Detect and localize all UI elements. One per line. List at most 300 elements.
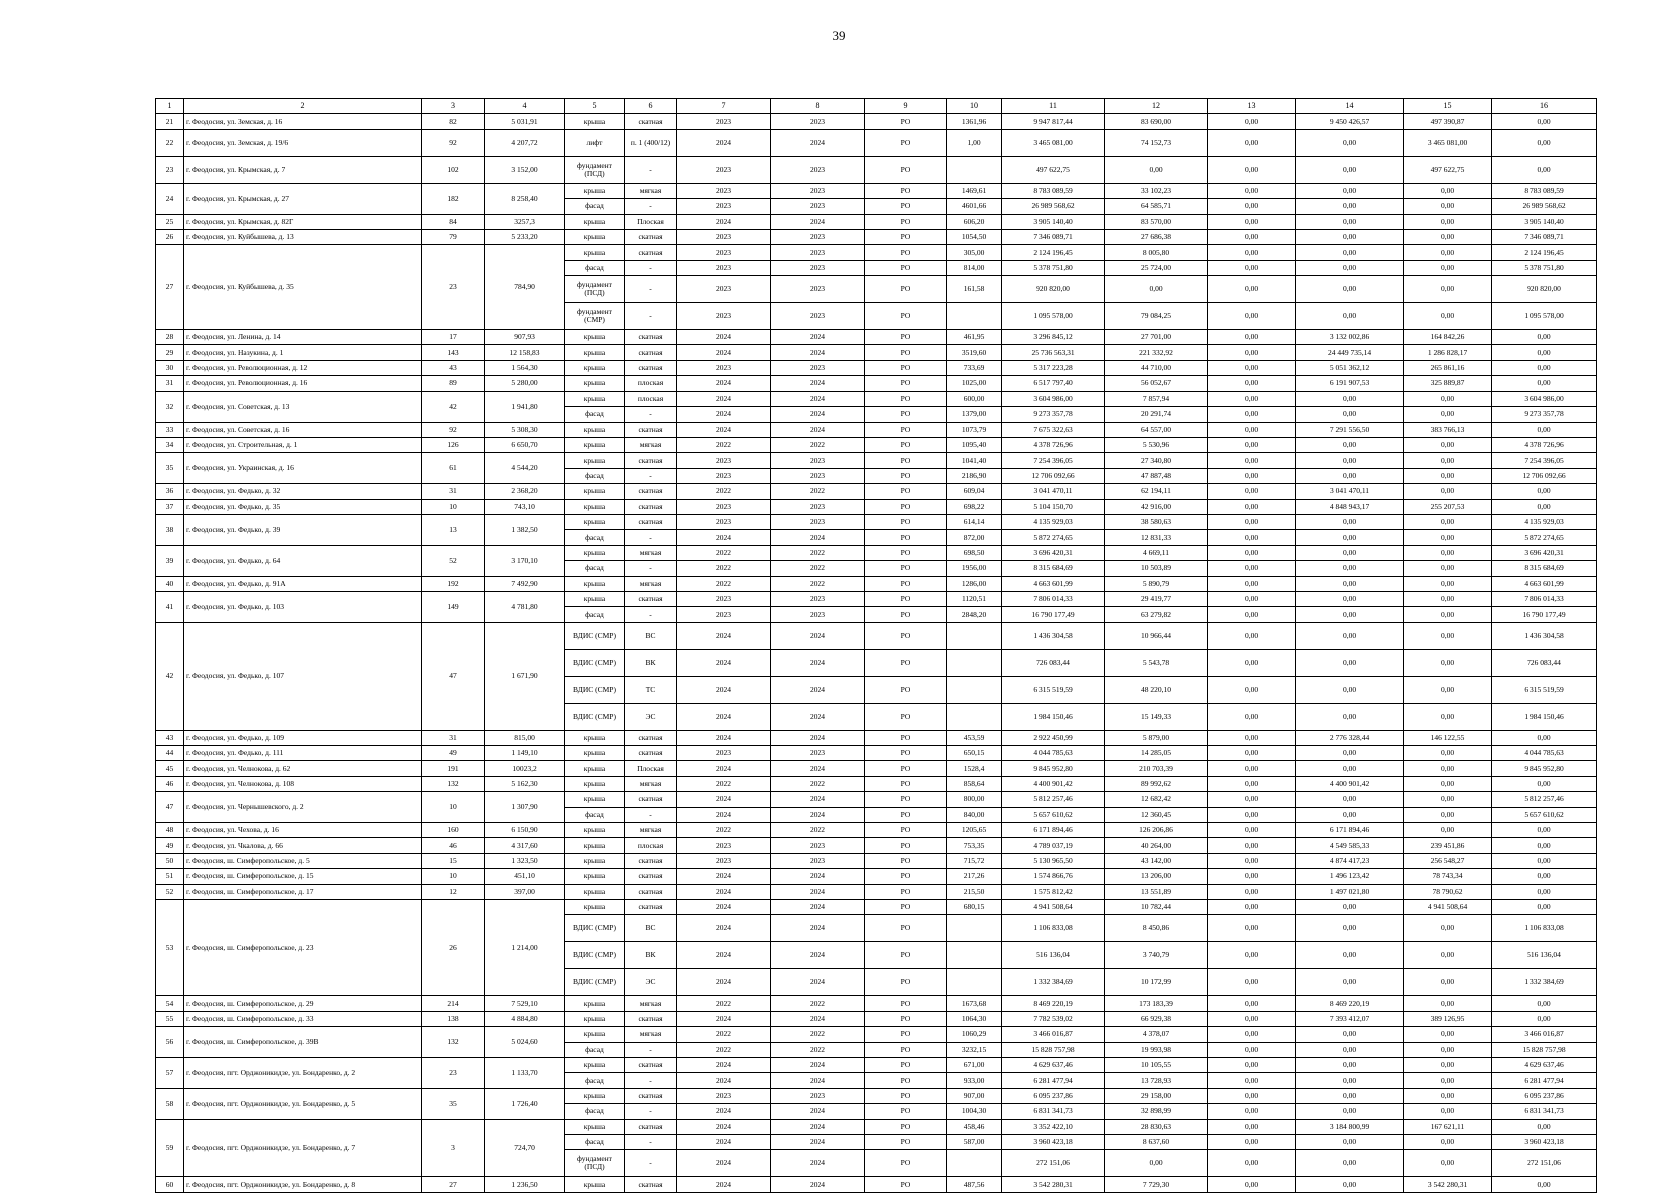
- fund-cell: 0,00: [1208, 1027, 1296, 1042]
- type-cell: скатная: [625, 730, 677, 745]
- fund-cell: 0,00: [1208, 730, 1296, 745]
- type-cell: скатная: [625, 1088, 677, 1103]
- total-cost-cell: 5 657 610,62: [1002, 807, 1105, 822]
- group-number: 22: [156, 129, 184, 156]
- budget-cell: 389 126,95: [1404, 1011, 1492, 1026]
- area-cell: 5 031,91: [485, 114, 565, 129]
- residents-cell: 43: [422, 360, 485, 375]
- budget-cell: 0,00: [1404, 1027, 1492, 1042]
- type-cell: скатная: [625, 853, 677, 868]
- volume-cell: 1286,00: [947, 576, 1002, 591]
- year-end-cell: 2024: [771, 884, 865, 899]
- owners-cell: 0,00: [1296, 156, 1404, 183]
- residents-cell: 149: [422, 591, 485, 622]
- total-cost-cell: 9 273 357,78: [1002, 407, 1105, 422]
- residents-cell: 31: [422, 730, 485, 745]
- owners-cell: 0,00: [1296, 807, 1404, 822]
- specific-cost-cell: 7 729,30: [1105, 1177, 1208, 1192]
- residents-cell: 23: [422, 245, 485, 330]
- source-cell: РО: [865, 156, 947, 183]
- volume-cell: 2186,90: [947, 468, 1002, 483]
- column-number-header: 15: [1404, 99, 1492, 114]
- year-start-cell: 2024: [677, 1104, 771, 1119]
- address-cell: г. Феодосия, ул. Крымская, д. 82Г: [184, 214, 422, 229]
- ro-fund-cell: 7 806 014,33: [1492, 591, 1597, 606]
- year-start-cell: 2024: [677, 807, 771, 822]
- total-cost-cell: 3 465 081,00: [1002, 129, 1105, 156]
- budget-cell: 146 122,55: [1404, 730, 1492, 745]
- column-number-header: 13: [1208, 99, 1296, 114]
- volume-cell: 1205,65: [947, 823, 1002, 838]
- budget-cell: 0,00: [1404, 453, 1492, 468]
- owners-cell: 0,00: [1296, 622, 1404, 649]
- source-cell: РО: [865, 1057, 947, 1072]
- year-end-cell: 2024: [771, 1150, 865, 1177]
- ro-fund-cell: 272 151,06: [1492, 1150, 1597, 1177]
- specific-cost-cell: 10 105,55: [1105, 1057, 1208, 1072]
- address-cell: г. Феодосия, пгт. Орджоникидзе, ул. Бондаренко, д. 5: [184, 1088, 422, 1119]
- type-cell: скатная: [625, 422, 677, 437]
- total-cost-cell: 3 542 280,31: [1002, 1177, 1105, 1192]
- specific-cost-cell: 12 360,45: [1105, 807, 1208, 822]
- element-cell: крыша: [565, 391, 625, 406]
- area-cell: 1 149,10: [485, 746, 565, 761]
- type-cell: скатная: [625, 453, 677, 468]
- total-cost-cell: 26 989 568,62: [1002, 199, 1105, 214]
- volume-cell: 671,00: [947, 1057, 1002, 1072]
- year-start-cell: 2024: [677, 730, 771, 745]
- residents-cell: 42: [422, 391, 485, 422]
- year-start-cell: 2024: [677, 1057, 771, 1072]
- owners-cell: 0,00: [1296, 900, 1404, 915]
- year-end-cell: 2023: [771, 514, 865, 529]
- ro-fund-cell: 3 696 420,31: [1492, 545, 1597, 560]
- specific-cost-cell: 13 728,93: [1105, 1073, 1208, 1088]
- volume-cell: 1073,79: [947, 422, 1002, 437]
- area-cell: 4 544,20: [485, 453, 565, 484]
- ro-fund-cell: 3 604 986,00: [1492, 391, 1597, 406]
- volume-cell: 458,46: [947, 1119, 1002, 1134]
- volume-cell: 587,00: [947, 1134, 1002, 1149]
- owners-cell: 0,00: [1296, 229, 1404, 244]
- year-start-cell: 2024: [677, 1150, 771, 1177]
- address-cell: г. Феодосия, ул. Крымская, д. 7: [184, 156, 422, 183]
- address-cell: г. Феодосия, ул. Федько, д. 109: [184, 730, 422, 745]
- owners-cell: 0,00: [1296, 183, 1404, 198]
- budget-cell: 0,00: [1404, 260, 1492, 275]
- total-cost-cell: 9 947 817,44: [1002, 114, 1105, 129]
- owners-cell: 0,00: [1296, 1057, 1404, 1072]
- total-cost-cell: 920 820,00: [1002, 276, 1105, 303]
- total-cost-cell: 7 254 396,05: [1002, 453, 1105, 468]
- fund-cell: 0,00: [1208, 468, 1296, 483]
- element-cell: крыша: [565, 422, 625, 437]
- area-cell: 1 323,50: [485, 853, 565, 868]
- group-number: 46: [156, 776, 184, 791]
- ro-fund-cell: 0,00: [1492, 330, 1597, 345]
- type-cell: ЭС: [625, 703, 677, 730]
- year-start-cell: 2024: [677, 703, 771, 730]
- budget-cell: 0,00: [1404, 468, 1492, 483]
- year-start-cell: 2024: [677, 214, 771, 229]
- total-cost-cell: 272 151,06: [1002, 1150, 1105, 1177]
- specific-cost-cell: 5 890,79: [1105, 576, 1208, 591]
- fund-cell: 0,00: [1208, 703, 1296, 730]
- residents-cell: 46: [422, 838, 485, 853]
- group-number: 50: [156, 853, 184, 868]
- type-cell: мягкая: [625, 1027, 677, 1042]
- year-end-cell: 2023: [771, 183, 865, 198]
- residents-cell: 132: [422, 1027, 485, 1058]
- type-cell: ТС: [625, 676, 677, 703]
- group-number: 44: [156, 746, 184, 761]
- budget-cell: 0,00: [1404, 942, 1492, 969]
- budget-cell: 325 889,87: [1404, 376, 1492, 391]
- ro-fund-cell: 1 332 384,69: [1492, 969, 1597, 996]
- type-cell: плоская: [625, 376, 677, 391]
- source-cell: РО: [865, 838, 947, 853]
- fund-cell: 0,00: [1208, 676, 1296, 703]
- element-cell: фундамент (ПСД): [565, 276, 625, 303]
- volume-cell: [947, 676, 1002, 703]
- source-cell: РО: [865, 853, 947, 868]
- area-cell: 4 207,72: [485, 129, 565, 156]
- area-cell: 1 236,50: [485, 1177, 565, 1192]
- year-start-cell: 2022: [677, 576, 771, 591]
- fund-cell: 0,00: [1208, 437, 1296, 452]
- type-cell: -: [625, 1104, 677, 1119]
- owners-cell: 0,00: [1296, 1150, 1404, 1177]
- element-cell: ВДИС (СМР): [565, 969, 625, 996]
- address-cell: г. Феодосия, ул. Куйбышева, д. 35: [184, 245, 422, 330]
- area-cell: 2 368,20: [485, 484, 565, 499]
- total-cost-cell: 16 790 177,49: [1002, 607, 1105, 622]
- owners-cell: 4 549 585,33: [1296, 838, 1404, 853]
- year-start-cell: 2024: [677, 1073, 771, 1088]
- owners-cell: 0,00: [1296, 1042, 1404, 1057]
- specific-cost-cell: 4 669,11: [1105, 545, 1208, 560]
- budget-cell: 164 842,26: [1404, 330, 1492, 345]
- element-cell: крыша: [565, 730, 625, 745]
- total-cost-cell: 4 044 785,63: [1002, 746, 1105, 761]
- area-cell: 4 317,60: [485, 838, 565, 853]
- area-cell: 3 170,10: [485, 545, 565, 576]
- specific-cost-cell: 0,00: [1105, 156, 1208, 183]
- fund-cell: 0,00: [1208, 376, 1296, 391]
- column-number-header: 7: [677, 99, 771, 114]
- ro-fund-cell: 0,00: [1492, 996, 1597, 1011]
- budget-cell: 265 861,16: [1404, 360, 1492, 375]
- fund-cell: 0,00: [1208, 561, 1296, 576]
- owners-cell: 3 041 470,11: [1296, 484, 1404, 499]
- year-start-cell: 2024: [677, 761, 771, 776]
- fund-cell: 0,00: [1208, 214, 1296, 229]
- total-cost-cell: 1 984 150,46: [1002, 703, 1105, 730]
- element-cell: фундамент (СМР): [565, 303, 625, 330]
- area-cell: 1 133,70: [485, 1057, 565, 1088]
- element-cell: крыша: [565, 1057, 625, 1072]
- budget-cell: 239 451,86: [1404, 838, 1492, 853]
- source-cell: РО: [865, 746, 947, 761]
- year-start-cell: 2022: [677, 545, 771, 560]
- fund-cell: 0,00: [1208, 1042, 1296, 1057]
- type-cell: мягкая: [625, 823, 677, 838]
- budget-cell: 0,00: [1404, 1150, 1492, 1177]
- residents-cell: 31: [422, 484, 485, 499]
- ro-fund-cell: 0,00: [1492, 730, 1597, 745]
- type-cell: -: [625, 530, 677, 545]
- total-cost-cell: 6 831 341,73: [1002, 1104, 1105, 1119]
- specific-cost-cell: 14 285,05: [1105, 746, 1208, 761]
- specific-cost-cell: 63 279,82: [1105, 607, 1208, 622]
- fund-cell: 0,00: [1208, 1134, 1296, 1149]
- group-number: 49: [156, 838, 184, 853]
- year-start-cell: 2024: [677, 530, 771, 545]
- element-cell: крыша: [565, 869, 625, 884]
- type-cell: Плоская: [625, 214, 677, 229]
- column-number-header: 11: [1002, 99, 1105, 114]
- year-end-cell: 2024: [771, 1104, 865, 1119]
- volume-cell: 1060,29: [947, 1027, 1002, 1042]
- source-cell: РО: [865, 1119, 947, 1134]
- source-cell: РО: [865, 1104, 947, 1119]
- area-cell: 743,10: [485, 499, 565, 514]
- source-cell: РО: [865, 129, 947, 156]
- residents-cell: 92: [422, 422, 485, 437]
- area-cell: 5 280,00: [485, 376, 565, 391]
- volume-cell: 1004,30: [947, 1104, 1002, 1119]
- total-cost-cell: 3 905 140,40: [1002, 214, 1105, 229]
- residents-cell: 10: [422, 792, 485, 823]
- table-row: [156, 792, 1597, 807]
- year-start-cell: 2023: [677, 853, 771, 868]
- specific-cost-cell: 19 993,98: [1105, 1042, 1208, 1057]
- specific-cost-cell: 8 637,60: [1105, 1134, 1208, 1149]
- address-cell: г. Феодосия, ул. Крымская, д. 27: [184, 183, 422, 214]
- element-cell: фасад: [565, 260, 625, 275]
- year-end-cell: 2022: [771, 1042, 865, 1057]
- budget-cell: 497 390,87: [1404, 114, 1492, 129]
- element-cell: фасад: [565, 407, 625, 422]
- ro-fund-cell: 0,00: [1492, 422, 1597, 437]
- ro-fund-cell: 0,00: [1492, 129, 1597, 156]
- type-cell: -: [625, 807, 677, 822]
- area-cell: 7 529,10: [485, 996, 565, 1011]
- element-cell: ВДИС (СМР): [565, 676, 625, 703]
- year-end-cell: 2023: [771, 499, 865, 514]
- ro-fund-cell: 26 989 568,62: [1492, 199, 1597, 214]
- year-start-cell: 2024: [677, 1011, 771, 1026]
- source-cell: РО: [865, 1073, 947, 1088]
- owners-cell: 0,00: [1296, 1027, 1404, 1042]
- area-cell: 8 258,40: [485, 183, 565, 214]
- type-cell: скатная: [625, 884, 677, 899]
- element-cell: крыша: [565, 900, 625, 915]
- year-start-cell: 2023: [677, 156, 771, 183]
- element-cell: ВДИС (СМР): [565, 942, 625, 969]
- year-start-cell: 2022: [677, 1027, 771, 1042]
- volume-cell: 698,22: [947, 499, 1002, 514]
- owners-cell: 0,00: [1296, 276, 1404, 303]
- source-cell: РО: [865, 915, 947, 942]
- owners-cell: 0,00: [1296, 1073, 1404, 1088]
- budget-cell: 0,00: [1404, 1134, 1492, 1149]
- source-cell: РО: [865, 437, 947, 452]
- type-cell: -: [625, 561, 677, 576]
- group-number: 34: [156, 437, 184, 452]
- source-cell: РО: [865, 622, 947, 649]
- residents-cell: 160: [422, 823, 485, 838]
- column-number-header: 12: [1105, 99, 1208, 114]
- volume-cell: 858,64: [947, 776, 1002, 791]
- residents-cell: 27: [422, 1177, 485, 1192]
- volume-cell: [947, 622, 1002, 649]
- type-cell: -: [625, 1073, 677, 1088]
- group-number: 48: [156, 823, 184, 838]
- year-end-cell: 2023: [771, 746, 865, 761]
- type-cell: ВС: [625, 622, 677, 649]
- column-number-header: 1: [156, 99, 184, 114]
- specific-cost-cell: 29 158,00: [1105, 1088, 1208, 1103]
- volume-cell: 840,00: [947, 807, 1002, 822]
- year-start-cell: 2024: [677, 129, 771, 156]
- specific-cost-cell: 3 740,79: [1105, 942, 1208, 969]
- total-cost-cell: 5 872 274,65: [1002, 530, 1105, 545]
- ro-fund-cell: 6 831 341,73: [1492, 1104, 1597, 1119]
- specific-cost-cell: 29 419,77: [1105, 591, 1208, 606]
- ro-fund-cell: 0,00: [1492, 376, 1597, 391]
- budget-cell: 383 766,13: [1404, 422, 1492, 437]
- address-cell: г. Феодосия, ул. Федько, д. 39: [184, 514, 422, 545]
- element-cell: крыша: [565, 245, 625, 260]
- ro-fund-cell: 4 044 785,63: [1492, 746, 1597, 761]
- total-cost-cell: 4 789 037,19: [1002, 838, 1105, 853]
- ro-fund-cell: 9 273 357,78: [1492, 407, 1597, 422]
- specific-cost-cell: 5 543,78: [1105, 649, 1208, 676]
- total-cost-cell: 1 575 812,42: [1002, 884, 1105, 899]
- table-row: [156, 1027, 1597, 1042]
- volume-cell: 487,56: [947, 1177, 1002, 1192]
- element-cell: крыша: [565, 1119, 625, 1134]
- year-end-cell: 2024: [771, 807, 865, 822]
- specific-cost-cell: 64 585,71: [1105, 199, 1208, 214]
- volume-cell: [947, 303, 1002, 330]
- budget-cell: 0,00: [1404, 649, 1492, 676]
- specific-cost-cell: 25 724,00: [1105, 260, 1208, 275]
- year-end-cell: 2024: [771, 1057, 865, 1072]
- volume-cell: 215,50: [947, 884, 1002, 899]
- area-cell: 5 162,30: [485, 776, 565, 791]
- owners-cell: 0,00: [1296, 591, 1404, 606]
- fund-cell: 0,00: [1208, 276, 1296, 303]
- element-cell: крыша: [565, 484, 625, 499]
- fund-cell: 0,00: [1208, 129, 1296, 156]
- element-cell: крыша: [565, 746, 625, 761]
- year-end-cell: 2024: [771, 761, 865, 776]
- group-number: 24: [156, 183, 184, 214]
- volume-cell: 4601,66: [947, 199, 1002, 214]
- source-cell: РО: [865, 1134, 947, 1149]
- total-cost-cell: 5 378 751,80: [1002, 260, 1105, 275]
- year-start-cell: 2023: [677, 183, 771, 198]
- year-end-cell: 2022: [771, 576, 865, 591]
- element-cell: крыша: [565, 853, 625, 868]
- group-number: 32: [156, 391, 184, 422]
- address-cell: г. Феодосия, ул. Федько, д. 107: [184, 622, 422, 730]
- table-row: [156, 746, 1597, 761]
- source-cell: РО: [865, 345, 947, 360]
- address-cell: г. Феодосия, ул. Украинская, д. 16: [184, 453, 422, 484]
- group-number: 41: [156, 591, 184, 622]
- source-cell: РО: [865, 514, 947, 529]
- type-cell: скатная: [625, 900, 677, 915]
- owners-cell: 0,00: [1296, 530, 1404, 545]
- year-end-cell: 2022: [771, 823, 865, 838]
- owners-cell: 0,00: [1296, 1088, 1404, 1103]
- owners-cell: 0,00: [1296, 129, 1404, 156]
- fund-cell: 0,00: [1208, 1104, 1296, 1119]
- address-cell: г. Феодосия, ш. Симферопольское, д. 29: [184, 996, 422, 1011]
- ro-fund-cell: 0,00: [1492, 1011, 1597, 1026]
- owners-cell: 3 184 800,99: [1296, 1119, 1404, 1134]
- source-cell: РО: [865, 969, 947, 996]
- volume-cell: [947, 649, 1002, 676]
- budget-cell: 255 207,53: [1404, 499, 1492, 514]
- total-cost-cell: 6 315 519,59: [1002, 676, 1105, 703]
- ro-fund-cell: 0,00: [1492, 900, 1597, 915]
- element-cell: крыша: [565, 1027, 625, 1042]
- volume-cell: [947, 1150, 1002, 1177]
- source-cell: РО: [865, 1150, 947, 1177]
- header-row: [156, 99, 1597, 114]
- ro-fund-cell: 4 378 726,96: [1492, 437, 1597, 452]
- fund-cell: 0,00: [1208, 576, 1296, 591]
- ro-fund-cell: 1 984 150,46: [1492, 703, 1597, 730]
- specific-cost-cell: 44 710,00: [1105, 360, 1208, 375]
- area-cell: 3 152,00: [485, 156, 565, 183]
- owners-cell: 2 776 328,44: [1296, 730, 1404, 745]
- table-row: [156, 245, 1597, 260]
- specific-cost-cell: 5 530,96: [1105, 437, 1208, 452]
- source-cell: РО: [865, 576, 947, 591]
- element-cell: крыша: [565, 514, 625, 529]
- owners-cell: 0,00: [1296, 1134, 1404, 1149]
- owners-cell: 0,00: [1296, 199, 1404, 214]
- ro-fund-cell: 8 315 684,69: [1492, 561, 1597, 576]
- fund-cell: 0,00: [1208, 484, 1296, 499]
- group-number: 31: [156, 376, 184, 391]
- source-cell: РО: [865, 468, 947, 483]
- type-cell: -: [625, 303, 677, 330]
- year-end-cell: 2023: [771, 853, 865, 868]
- type-cell: скатная: [625, 1177, 677, 1192]
- budget-cell: 1 286 828,17: [1404, 345, 1492, 360]
- budget-cell: 3 465 081,00: [1404, 129, 1492, 156]
- element-cell: крыша: [565, 545, 625, 560]
- area-cell: 1 671,90: [485, 622, 565, 730]
- ro-fund-cell: 3 960 423,18: [1492, 1134, 1597, 1149]
- address-cell: г. Феодосия, ул. Ленина, д. 14: [184, 330, 422, 345]
- total-cost-cell: 4 400 901,42: [1002, 776, 1105, 791]
- source-cell: РО: [865, 730, 947, 745]
- address-cell: г. Феодосия, ул. Федько, д. 64: [184, 545, 422, 576]
- group-number: 56: [156, 1027, 184, 1058]
- budget-cell: 4 941 508,64: [1404, 900, 1492, 915]
- address-cell: г. Феодосия, ш. Симферопольское, д. 17: [184, 884, 422, 899]
- year-end-cell: 2023: [771, 468, 865, 483]
- specific-cost-cell: 64 557,00: [1105, 422, 1208, 437]
- year-start-cell: 2023: [677, 114, 771, 129]
